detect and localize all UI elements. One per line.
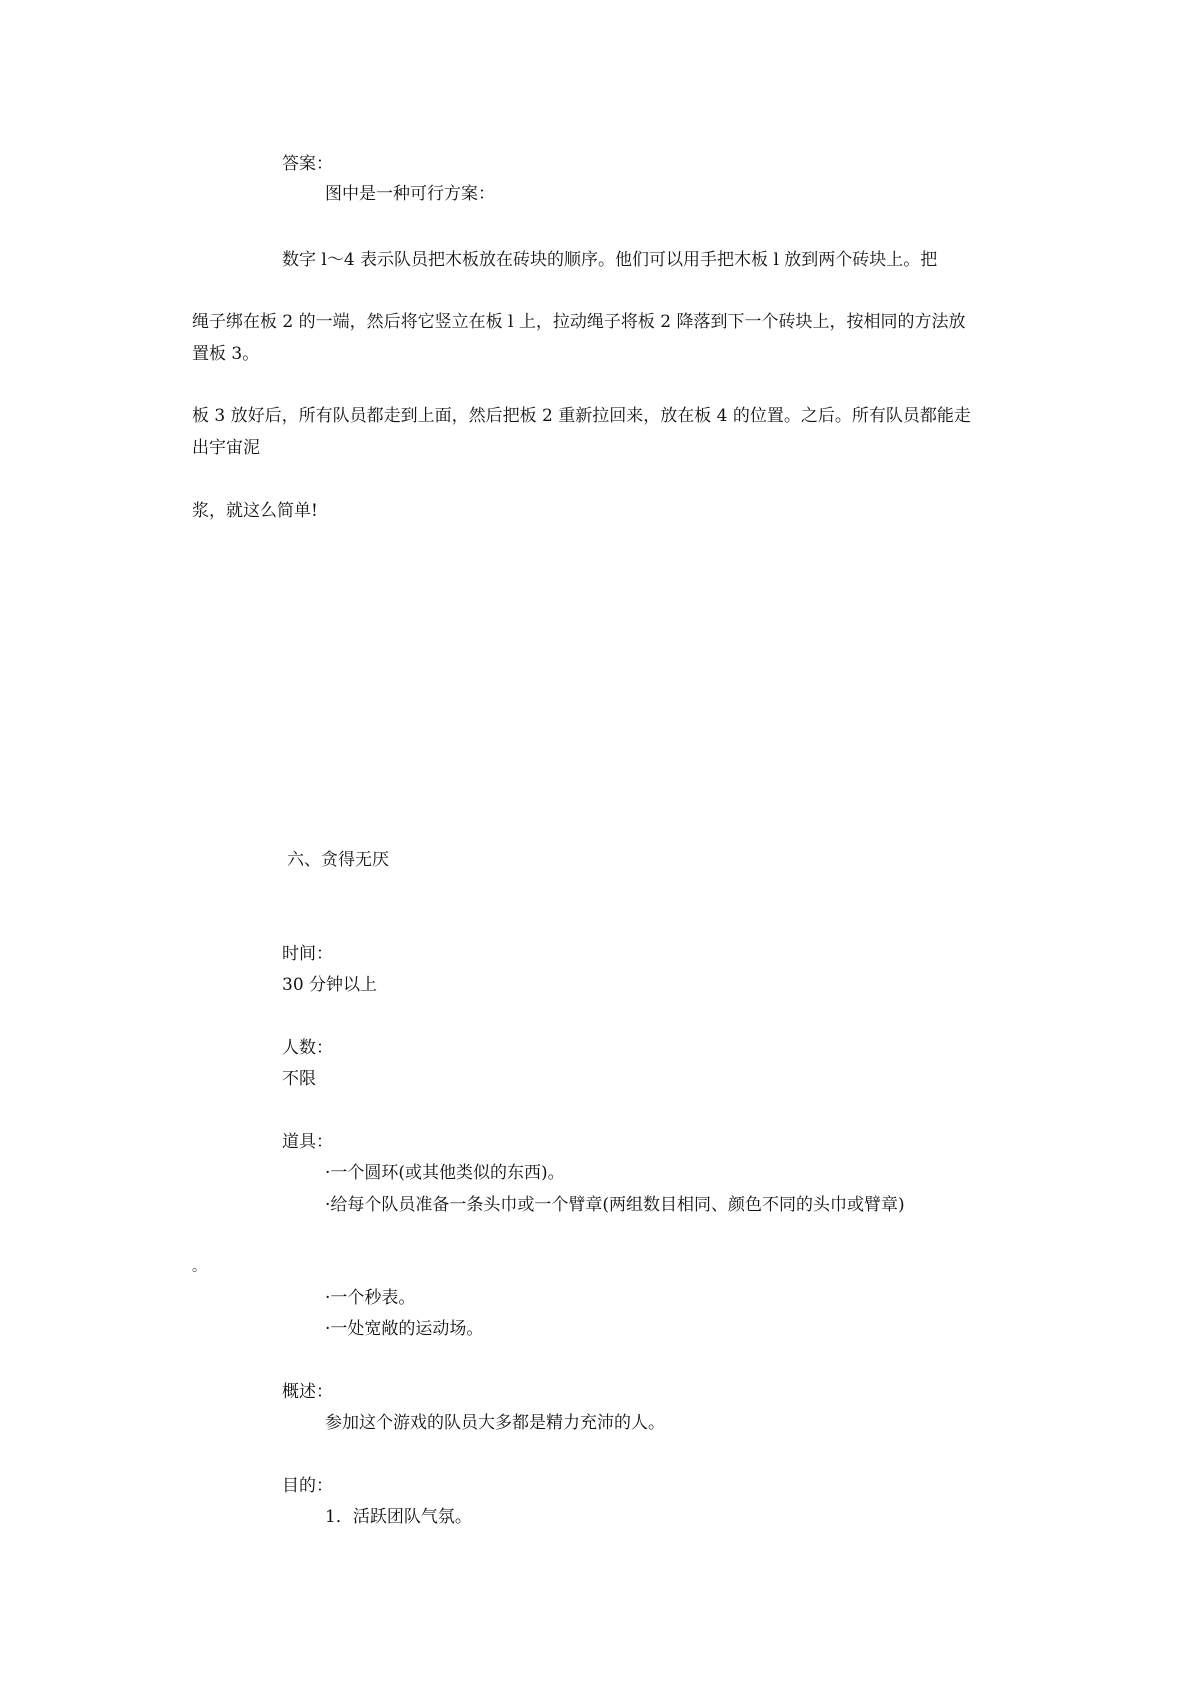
answer-paragraph-1-line-1: 数字 l～4 表示队员把木板放在砖块的顺序。他们可以用手把木板 l 放到两个砖块上。把 <box>282 250 938 270</box>
goal-item-1: 1．活跃团队气氛。 <box>325 1507 472 1527</box>
people-value: 不限 <box>282 1069 316 1089</box>
answer-paragraph-1-line-2: 绳子绑在板 2 的一端，然后将它竖立在板 l 上，拉动绳子将板 2 降落到下一个砖块上，按相同的方法放 <box>192 312 966 332</box>
goal-label: 目的： <box>282 1476 333 1496</box>
props-item-bandana: ·给每个队员准备一条头巾或一个臂章(两组数目相同、颜色不同的头巾或臂章) <box>325 1195 905 1215</box>
answer-heading: 答案： <box>282 154 333 174</box>
people-label: 人数： <box>282 1038 333 1058</box>
overview-label: 概述： <box>282 1382 333 1402</box>
answer-paragraph-2-line-1: 板 3 放好后，所有队员都走到上面，然后把板 2 重新拉回来，放在板 4 的位置。之后。所有队员都能走 <box>192 406 971 426</box>
section-title: 六、贪得无厌 <box>287 850 389 870</box>
answer-paragraph-1-line-3: 置板 3。 <box>192 344 260 364</box>
props-item-bandana-end: 。 <box>192 1259 206 1275</box>
props-item-ring: ·一个圆环(或其他类似的东西)。 <box>325 1163 565 1183</box>
answer-paragraph-2-line-2: 出宇宙泥 <box>192 438 260 458</box>
props-item-field: ·一处宽敞的运动场。 <box>325 1319 484 1339</box>
answer-paragraph-2-line-3: 浆，就这么简单! <box>192 501 318 521</box>
overview-text: 参加这个游戏的队员大多都是精力充沛的人。 <box>325 1413 665 1433</box>
time-value: 30 分钟以上 <box>282 975 378 995</box>
props-item-stopwatch: ·一个秒表。 <box>325 1288 416 1308</box>
props-label: 道具： <box>282 1132 333 1152</box>
answer-intro: 图中是一种可行方案： <box>325 184 495 204</box>
time-label: 时间： <box>282 944 333 964</box>
